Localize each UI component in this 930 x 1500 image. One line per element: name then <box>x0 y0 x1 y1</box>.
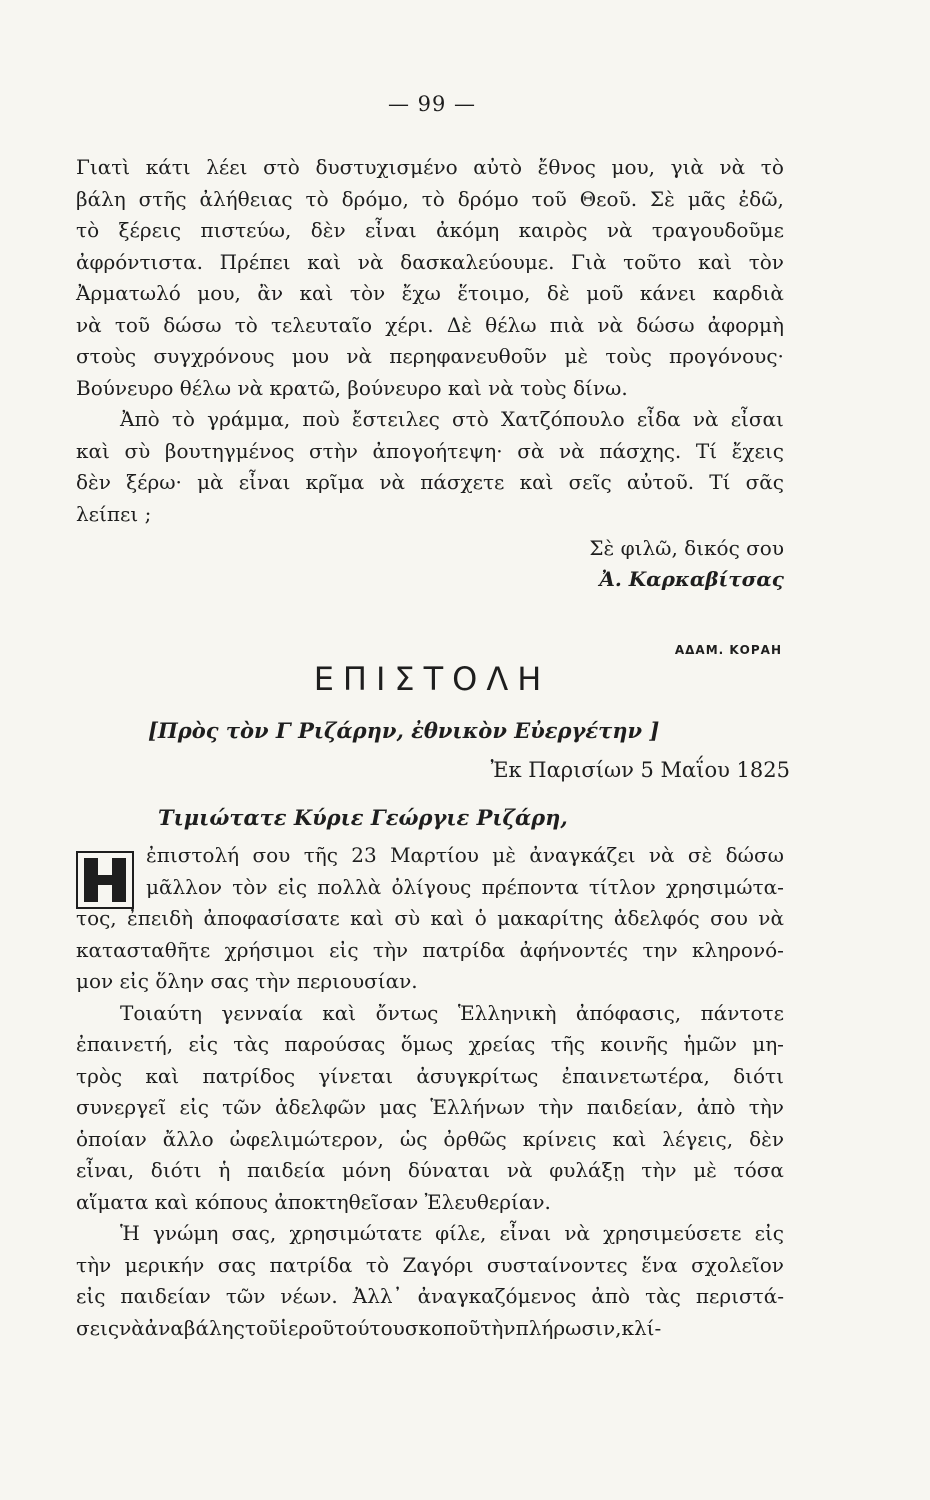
word: εἶσαι <box>730 407 784 431</box>
word: τόσα <box>733 1158 784 1182</box>
word: ξέρω· <box>126 470 182 494</box>
word: δὲν <box>76 470 111 494</box>
word: κατασταθῆτε <box>76 937 211 962</box>
word: τὸ <box>76 218 100 242</box>
word: ὄντως <box>375 1000 439 1025</box>
word: γίνεται <box>318 1063 394 1088</box>
text-line <box>76 310 784 342</box>
word: ἀσυγκρίτως <box>416 1063 539 1088</box>
word: νὰ <box>357 249 384 274</box>
text-line <box>76 840 784 872</box>
word: εἶναι, <box>76 1158 135 1182</box>
word: περιστά- <box>695 1284 784 1308</box>
word: γιὰ <box>670 155 704 179</box>
text-line <box>76 1155 784 1187</box>
word: μόνη <box>341 1158 392 1182</box>
word: εἰς <box>188 1032 218 1056</box>
word: καὶ <box>430 906 465 930</box>
text-line <box>76 903 784 935</box>
word: πρέποντα <box>481 874 579 899</box>
word: νὰ <box>379 470 406 494</box>
word: σας, <box>231 1221 277 1245</box>
word: ἀφήνοντές <box>519 937 629 962</box>
word: Χατζόπουλο <box>500 407 625 431</box>
word: Ἀρματωλό <box>76 281 181 305</box>
word: χρησιμεύσετε <box>603 1221 742 1245</box>
paragraph-5 <box>76 1218 784 1344</box>
word: τὴν <box>76 1252 112 1277</box>
word: μὲ <box>492 843 517 867</box>
letter-heading: ΕΠΙΣΤΟΛΗ <box>313 660 551 698</box>
word: εἰς <box>329 937 359 962</box>
text-line <box>76 1124 784 1156</box>
word: δὲν <box>310 218 346 242</box>
word: τὴν <box>480 1315 516 1340</box>
text-line <box>76 341 784 373</box>
word: Ἀλλ᾽ <box>352 1284 403 1308</box>
word: νὰ <box>597 312 624 337</box>
word: ἐπαινετή, <box>76 1032 174 1056</box>
word: ὁποίαν <box>76 1126 147 1151</box>
word: κρῖμα <box>305 470 365 494</box>
word: τοῦτο <box>623 249 682 274</box>
word: σου <box>710 906 748 930</box>
word: Σὲ <box>650 186 675 211</box>
text-line <box>76 1029 784 1061</box>
dateline: Ἐκ Παρισίων 5 Μαΐου 1825 <box>490 758 790 782</box>
word: Βούνευρο θέλω νὰ κρατῶ, βούνευρο καὶ νὰ τοὺς δίνω. <box>76 375 628 400</box>
text-line <box>76 215 784 247</box>
word: συνεργεῖ <box>76 1095 167 1119</box>
word: ὀρθῶς <box>443 1126 507 1151</box>
word: νὰ <box>564 1221 591 1245</box>
word: Δὲ <box>446 312 472 337</box>
text-line <box>76 404 784 436</box>
word: δύναται <box>407 1158 491 1182</box>
word: νὰ <box>559 438 585 463</box>
word: τρὸς <box>76 1063 123 1088</box>
word: ξέρεις <box>118 218 182 242</box>
word: τὴν <box>372 937 409 962</box>
word: χρησιμώτατε <box>289 1221 422 1245</box>
word: μον εἰς ὅλην σας τὴν περιουσίαν. <box>76 969 418 993</box>
word: δώσω <box>163 312 222 337</box>
word: σεις <box>76 1315 120 1340</box>
word: καὶ <box>322 1000 357 1025</box>
word: ὀλίγους <box>391 874 472 899</box>
word: σὰ <box>517 438 545 463</box>
word: παιδείαν <box>120 1284 211 1308</box>
word: Ζαγόρι <box>402 1252 474 1277</box>
word: μὰ <box>197 470 224 494</box>
word: τοὺς <box>605 344 652 368</box>
word: τὰς <box>233 1032 270 1056</box>
text-line <box>76 184 784 216</box>
word: πάσχης. <box>599 438 682 463</box>
word: περηφανευθοῦν <box>389 344 548 368</box>
word: καὶ <box>145 1063 180 1088</box>
word: παιδείαν, <box>586 1095 684 1119</box>
word: ἀφορμὴ <box>707 312 784 337</box>
word: ποὺ <box>302 407 340 431</box>
paragraph-2 <box>76 404 784 530</box>
word: αἵματα καὶ κόπους ἀποκτηθεῖσαν Ἐλευθερίαν. <box>76 1189 551 1214</box>
word: πιὰ <box>549 312 585 337</box>
word: νὰ <box>506 1158 533 1182</box>
word: μακαρίτης <box>497 906 604 930</box>
word: χρησιμώτα- <box>665 874 784 899</box>
word: ἀναγκαζόμενος <box>417 1284 577 1308</box>
word: πάντοτε <box>700 1000 784 1025</box>
word: ἀπὸ <box>591 1284 631 1308</box>
word: ἐπειδὴ <box>127 906 194 930</box>
word: Τί <box>709 470 731 494</box>
word: ὅμως <box>400 1032 454 1056</box>
word: πλήρωσιν, <box>515 1315 622 1340</box>
word: καὶ <box>299 281 334 305</box>
word: εἰς <box>76 1284 106 1308</box>
word: ὁ <box>474 906 487 930</box>
word: τὸ <box>365 1252 389 1277</box>
word: χρήσιμοι <box>224 937 315 962</box>
word: σᾶς <box>745 470 784 494</box>
word: ἀναγκάζει <box>529 843 636 867</box>
word: ἀδελφός <box>613 906 700 930</box>
word: νὰ <box>606 218 633 242</box>
word: Τοιαύτη <box>120 1000 202 1025</box>
word: ὠφελιμώτερον, <box>229 1126 384 1151</box>
word: νὰ <box>648 843 675 867</box>
word: νὰ <box>758 906 784 930</box>
word: συσταίνοντες <box>486 1252 628 1277</box>
word: τὴν <box>748 1095 784 1119</box>
word: κοινῆς <box>600 1032 669 1056</box>
word: τὸ <box>760 155 784 179</box>
word: τὸν <box>232 874 268 899</box>
word: ἀπογοήτεψη· <box>372 438 503 463</box>
paragraph-1 <box>76 152 784 404</box>
word: ἄλλο <box>162 1126 214 1151</box>
word: καὶ <box>698 249 733 274</box>
word: δὲ <box>546 281 570 305</box>
word: ἀναβάλης <box>144 1315 245 1340</box>
word: κλί- <box>621 1315 662 1340</box>
text-line <box>76 467 784 499</box>
word: στῆς <box>138 186 187 211</box>
word: τοῦ <box>114 312 151 337</box>
word: ἕτοιμο, <box>457 281 531 305</box>
word: μερικήν <box>124 1252 205 1277</box>
word: αὐτὸ <box>473 155 523 179</box>
word: ὡς <box>399 1126 428 1151</box>
word: ἀκόμη <box>436 218 500 242</box>
word: γενναία <box>221 1000 303 1025</box>
word: σὲ <box>687 843 713 867</box>
word: τὰς <box>645 1284 681 1308</box>
word: 23 <box>351 843 377 867</box>
word: ἀποφασίσατε <box>203 906 340 930</box>
author-attribution: ΑΔΑΜ. ΚΟΡΑΗ <box>674 643 782 657</box>
word: κάνει <box>639 281 697 305</box>
word: τῆς <box>303 843 338 867</box>
word: εἶναι <box>238 470 291 494</box>
word: τῆς <box>550 1032 585 1056</box>
text-line <box>76 1313 784 1345</box>
word: προγόνους· <box>669 344 784 368</box>
word: πάσχετε <box>420 470 505 494</box>
word: μᾶλλον <box>146 874 223 899</box>
word: την <box>642 937 678 962</box>
word: εἶναι <box>499 1221 552 1245</box>
word: σεῖς <box>568 470 612 494</box>
word: καιρὸς <box>518 218 588 242</box>
svg-text:Η: Η <box>104 893 106 894</box>
word: τίτλον <box>588 874 656 899</box>
word: δὲν <box>749 1126 784 1151</box>
word: ἐδῶ, <box>738 186 784 211</box>
word: Τί <box>695 438 718 463</box>
word: Ἑλληνικὴ <box>457 1000 557 1025</box>
word: Πρέπει <box>219 249 291 274</box>
word: ἀφρόντιστα. <box>76 249 203 274</box>
word: ἕνα <box>641 1252 678 1277</box>
text-line <box>76 1092 784 1124</box>
word: Μαρτίου <box>390 843 479 867</box>
word: τούτου <box>334 1315 405 1340</box>
word: νὰ <box>119 1315 145 1340</box>
word: τὸ <box>421 186 445 211</box>
word: τῶν <box>222 1095 262 1119</box>
word: μου <box>291 344 330 368</box>
word: ἀπόφασις, <box>575 1000 682 1025</box>
word: ἂν <box>257 281 284 305</box>
word: γράμμα, <box>207 407 291 431</box>
word: παιδεία <box>247 1158 326 1182</box>
word: Ἑλλήνων <box>430 1095 526 1119</box>
word: βάλη <box>76 186 126 211</box>
word: φίλε, <box>435 1221 487 1245</box>
text-line <box>76 1250 784 1282</box>
text-line <box>76 966 784 998</box>
word: παρούσας <box>284 1032 386 1056</box>
word: τοῦ <box>531 186 567 211</box>
word: στοὺς <box>76 344 137 368</box>
text-line <box>76 436 784 468</box>
word: στὴν <box>309 438 358 463</box>
word: ἀδελφῶν <box>274 1095 366 1119</box>
word: λέγεις, <box>662 1126 734 1151</box>
word: τὸ <box>234 312 258 337</box>
word: δρόμο <box>457 186 519 211</box>
word: ἀπὸ <box>696 1095 736 1119</box>
signoff <box>0 533 784 595</box>
text-line <box>76 373 784 405</box>
word: τὴν <box>538 1095 574 1119</box>
word: δρόμο, <box>341 186 409 211</box>
word: τὸν <box>748 249 784 274</box>
text-line <box>76 1218 784 1250</box>
word: Ἀπὸ <box>120 407 160 431</box>
text-line <box>76 872 784 904</box>
text-line <box>76 1187 784 1219</box>
word: καὶ <box>612 1126 647 1151</box>
text-line <box>76 1061 784 1093</box>
word: τος, <box>76 906 117 930</box>
word: νέων. <box>280 1284 338 1308</box>
word: Γιὰ <box>571 249 607 274</box>
word: μὲ <box>693 1158 717 1182</box>
word: σὺ <box>394 906 421 930</box>
word: χρείας <box>468 1032 536 1056</box>
word: διότι <box>150 1158 202 1182</box>
word: ἡμῶν <box>683 1032 737 1056</box>
text-line <box>76 935 784 967</box>
word: ἐπαινετωτέρα, <box>561 1063 710 1088</box>
word: μου, <box>611 155 656 179</box>
body-text-top <box>76 152 784 530</box>
word: ἔστειλες <box>351 407 440 431</box>
word: συγχρόνους <box>153 344 275 368</box>
word: γνώμη <box>152 1221 219 1245</box>
word: κληρονό- <box>691 937 784 962</box>
word: δασκαλεύουμε. <box>400 249 555 274</box>
word: καὶ <box>350 906 384 930</box>
word: λέει <box>206 155 248 179</box>
word: πατρίδα <box>269 1252 353 1277</box>
paragraph-4 <box>76 998 784 1219</box>
word: ἔθνος <box>537 155 596 179</box>
word: τὸ <box>305 186 329 211</box>
word: δώσω <box>636 312 695 337</box>
word: χέρι. <box>385 312 434 337</box>
word: νὰ <box>346 344 372 368</box>
salutation: Τιμιώτατε Κύριε Γεώργιε Ριζάρη, <box>158 805 568 830</box>
word: τὸ <box>171 407 195 431</box>
word: σκοποῦ <box>404 1315 481 1340</box>
page-number: — 99 — <box>387 92 477 116</box>
word: τὸν <box>349 281 386 305</box>
word: καὶ <box>519 470 554 494</box>
word: μᾶς <box>687 186 726 211</box>
body-text-letter <box>76 840 784 1344</box>
text-line <box>76 278 784 310</box>
word: λείπει ; <box>76 501 152 526</box>
word: εἶδα <box>636 407 681 431</box>
word: εἰς <box>277 874 308 899</box>
word: σας <box>217 1252 257 1277</box>
text-line <box>76 499 784 531</box>
word: στὸ <box>452 407 489 431</box>
text-line <box>76 1281 784 1313</box>
word: βουτηγμένος <box>164 438 295 463</box>
word: καρδιὰ <box>712 281 784 305</box>
word: αὐτοῦ. <box>626 470 695 494</box>
word: δώσω <box>725 843 784 867</box>
word: ἔχω <box>401 281 441 305</box>
word: κάτι <box>145 155 191 179</box>
word: ἐπιστολή <box>146 843 240 867</box>
word: μη- <box>752 1032 784 1056</box>
word: καὶ <box>307 249 342 274</box>
word: φυλάξῃ <box>549 1158 625 1182</box>
word: εἰς <box>179 1095 209 1119</box>
word: Γιατὶ <box>76 155 131 179</box>
word: μὲ <box>564 344 589 368</box>
word: σὺ <box>124 438 151 463</box>
text-line <box>76 247 784 279</box>
word: σχολεῖον <box>691 1252 784 1277</box>
word: Ἡ <box>120 1221 140 1245</box>
word: τῶν <box>225 1284 266 1308</box>
word: πατρίδα <box>422 937 506 962</box>
word: δυστυχισμένο <box>315 155 458 179</box>
word: νὰ <box>719 155 746 179</box>
word: μας <box>379 1095 417 1119</box>
word: εἶναι <box>365 218 417 242</box>
word: νὰ <box>692 407 719 431</box>
word: σου <box>252 843 291 867</box>
word: στὸ <box>263 155 300 179</box>
word: νὰ <box>76 312 102 337</box>
word: πιστεύω, <box>200 218 292 242</box>
signature: Ἀ. Καρκαβίτσας <box>599 567 784 591</box>
word: ἀλήθειας <box>199 186 293 211</box>
word: εἰς <box>754 1221 784 1245</box>
word: θέλω <box>485 312 537 337</box>
word: τραγουδοῦμε <box>651 218 784 242</box>
paragraph-3 <box>76 840 784 998</box>
word: ἱεροῦ <box>280 1315 335 1340</box>
text-line <box>76 998 784 1030</box>
word: καὶ <box>76 438 110 463</box>
word: διότι <box>733 1063 784 1088</box>
word: ἡ <box>218 1158 231 1182</box>
word: Θεοῦ. <box>579 186 638 211</box>
word: πατρίδος <box>202 1063 296 1088</box>
word: πολλὰ <box>317 874 382 899</box>
word: μου, <box>197 281 241 305</box>
letter-subheading: [Πρὸς τὸν Γ Ριζάρην, ἐθνικὸν Εὐεργέτην ] <box>148 718 660 743</box>
word: τὴν <box>641 1158 677 1182</box>
word: τοῦ <box>244 1315 281 1340</box>
word: ἔχεις <box>731 438 784 463</box>
word: τελευταῖο <box>270 312 373 337</box>
word: μοῦ <box>586 281 624 305</box>
text-line <box>76 152 784 184</box>
word: κρίνεις <box>522 1126 597 1151</box>
closing: Σὲ φιλῶ, δικός σου <box>589 536 784 560</box>
